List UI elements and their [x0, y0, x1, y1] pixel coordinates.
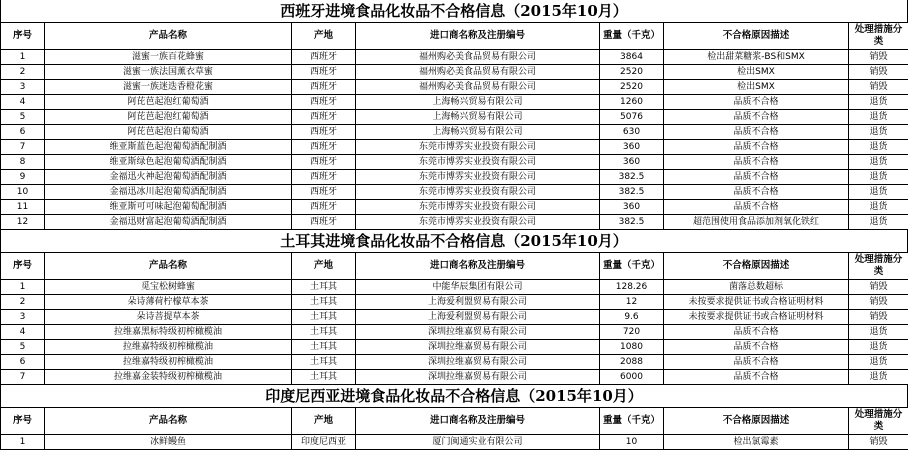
- header-origin: 产地: [292, 408, 356, 435]
- cell-weight: 3864: [600, 50, 664, 65]
- header-row: [1, 253, 908, 280]
- cell-reason: 品质不合格: [664, 110, 849, 125]
- table-row: [1, 325, 908, 340]
- cell-weight: 2088: [600, 355, 664, 370]
- table-row: [1, 170, 908, 185]
- cell-origin: 西班牙: [292, 95, 356, 110]
- cell-weight: 1260: [600, 95, 664, 110]
- cell-weight: 630: [600, 125, 664, 140]
- cell-importer: 福州购必美食品贸易有限公司: [356, 50, 600, 65]
- cell-seq: 2: [1, 295, 45, 310]
- cell-reason: 检出SMX: [664, 65, 849, 80]
- cell-action: 销毁: [849, 435, 908, 450]
- cell-weight: 360: [600, 200, 664, 215]
- cell-weight: 128.26: [600, 280, 664, 295]
- table-row: [1, 370, 908, 385]
- cell-reason: 未按要求提供证书或合格证明材料: [664, 310, 849, 325]
- cell-reason: 检出甜菜糖浆-BS和SMX: [664, 50, 849, 65]
- header-reason: 不合格原因描述: [664, 23, 849, 50]
- cell-reason: 品质不合格: [664, 340, 849, 355]
- cell-origin: 西班牙: [292, 110, 356, 125]
- table-row: [1, 80, 908, 95]
- cell-reason: 超范围使用食品添加剂氧化铁红: [664, 215, 849, 230]
- cell-seq: 1: [1, 280, 45, 295]
- header-seq: 序号: [1, 253, 45, 280]
- cell-seq: 10: [1, 185, 45, 200]
- header-importer: 进口商名称及注册编号: [356, 408, 600, 435]
- cell-origin: 西班牙: [292, 65, 356, 80]
- cell-product: 拉维嘉特级初榨橄榄油: [45, 340, 292, 355]
- cell-seq: 5: [1, 340, 45, 355]
- cell-importer: 东莞市博雰实业投资有限公司: [356, 155, 600, 170]
- cell-product: 觅宝松树蜂蜜: [45, 280, 292, 295]
- cell-weight: 382.5: [600, 185, 664, 200]
- cell-seq: 1: [1, 50, 45, 65]
- cell-weight: 9.6: [600, 310, 664, 325]
- cell-product: 朵诗薄荷柠檬草本茶: [45, 295, 292, 310]
- cell-origin: 西班牙: [292, 140, 356, 155]
- cell-reason: 品质不合格: [664, 140, 849, 155]
- cell-origin: 西班牙: [292, 155, 356, 170]
- cell-importer: 东莞市博雰实业投资有限公司: [356, 185, 600, 200]
- cell-reason: 品质不合格: [664, 185, 849, 200]
- cell-product: 拉维嘉特级初榨橄榄油: [45, 355, 292, 370]
- cell-seq: 4: [1, 325, 45, 340]
- cell-action: 退货: [849, 110, 908, 125]
- cell-seq: 12: [1, 215, 45, 230]
- cell-reason: 未按要求提供证书或合格证明材料: [664, 295, 849, 310]
- cell-action: 退货: [849, 140, 908, 155]
- header-weight: 重量（千克）: [600, 253, 664, 280]
- cell-reason: 品质不合格: [664, 95, 849, 110]
- cell-product: 金福迅火神起泡葡萄酒配制酒: [45, 170, 292, 185]
- cell-action: 退货: [849, 155, 908, 170]
- cell-origin: 土耳其: [292, 370, 356, 385]
- cell-action: 退货: [849, 125, 908, 140]
- table-row: [1, 50, 908, 65]
- cell-origin: 土耳其: [292, 280, 356, 295]
- header-importer: 进口商名称及注册编号: [356, 253, 600, 280]
- cell-origin: 土耳其: [292, 325, 356, 340]
- header-reason: 不合格原因描述: [664, 253, 849, 280]
- cell-weight: 12: [600, 295, 664, 310]
- cell-weight: 382.5: [600, 215, 664, 230]
- cell-action: 退货: [849, 200, 908, 215]
- cell-importer: 福州购必美食品贸易有限公司: [356, 65, 600, 80]
- cell-weight: 10: [600, 435, 664, 450]
- cell-product: 维亚斯可可味起泡葡萄配制酒: [45, 200, 292, 215]
- cell-importer: 中能华辰集团有限公司: [356, 280, 600, 295]
- cell-product: 阿芘芭起泡白葡萄酒: [45, 125, 292, 140]
- cell-action: 退货: [849, 325, 908, 340]
- section: [0, 385, 908, 450]
- section-title: 西班牙进境食品化妆品不合格信息（2015年10月）: [0, 0, 908, 22]
- data-table: [0, 22, 908, 230]
- data-table: [0, 252, 908, 385]
- cell-weight: 5076: [600, 110, 664, 125]
- cell-action: 退货: [849, 170, 908, 185]
- cell-product: 金福迅财富起泡葡萄酒配制酒: [45, 215, 292, 230]
- cell-action: 销毁: [849, 50, 908, 65]
- cell-importer: 深圳拉维嘉贸易有限公司: [356, 355, 600, 370]
- table-row: [1, 185, 908, 200]
- cell-origin: 土耳其: [292, 295, 356, 310]
- cell-importer: 厦门闽通实业有限公司: [356, 435, 600, 450]
- cell-action: 退货: [849, 215, 908, 230]
- cell-importer: 深圳拉维嘉贸易有限公司: [356, 325, 600, 340]
- cell-origin: 土耳其: [292, 355, 356, 370]
- table-row: [1, 310, 908, 325]
- header-action: 处理措施分类: [849, 408, 908, 435]
- cell-reason: 品质不合格: [664, 155, 849, 170]
- header-row: [1, 23, 908, 50]
- cell-importer: 东莞市博雰实业投资有限公司: [356, 140, 600, 155]
- cell-reason: 品质不合格: [664, 170, 849, 185]
- cell-weight: 1080: [600, 340, 664, 355]
- table-row: [1, 200, 908, 215]
- cell-seq: 7: [1, 140, 45, 155]
- table-row: [1, 280, 908, 295]
- table-row: [1, 110, 908, 125]
- table-row: [1, 140, 908, 155]
- cell-product: 滋蜜一族迷迭香橙花蜜: [45, 80, 292, 95]
- cell-action: 退货: [849, 340, 908, 355]
- cell-importer: 上海爱利盟贸易有限公司: [356, 295, 600, 310]
- cell-action: 销毁: [849, 310, 908, 325]
- header-product: 产品名称: [45, 23, 292, 50]
- cell-weight: 6000: [600, 370, 664, 385]
- cell-product: 朵诗菩提草本茶: [45, 310, 292, 325]
- section: [0, 230, 908, 385]
- cell-product: 阿芘芭起泡红葡萄酒: [45, 95, 292, 110]
- cell-origin: 西班牙: [292, 215, 356, 230]
- table-row: [1, 295, 908, 310]
- header-seq: 序号: [1, 23, 45, 50]
- cell-product: 阿芘芭起泡红葡萄酒: [45, 110, 292, 125]
- table-row: [1, 355, 908, 370]
- cell-action: 销毁: [849, 80, 908, 95]
- cell-weight: 2520: [600, 65, 664, 80]
- cell-seq: 8: [1, 155, 45, 170]
- header-product: 产品名称: [45, 253, 292, 280]
- cell-origin: 土耳其: [292, 340, 356, 355]
- table-row: [1, 65, 908, 80]
- cell-seq: 11: [1, 200, 45, 215]
- data-table: [0, 407, 908, 450]
- cell-seq: 3: [1, 80, 45, 95]
- table-row: [1, 155, 908, 170]
- cell-origin: 西班牙: [292, 50, 356, 65]
- cell-origin: 印度尼西亚: [292, 435, 356, 450]
- cell-origin: 土耳其: [292, 310, 356, 325]
- cell-seq: 7: [1, 370, 45, 385]
- table-row: [1, 125, 908, 140]
- cell-product: 滋蜜一族百花蜂蜜: [45, 50, 292, 65]
- header-action: 处理措施分类: [849, 253, 908, 280]
- cell-product: 拉维嘉黑标特级初榨橄榄油: [45, 325, 292, 340]
- cell-weight: 382.5: [600, 170, 664, 185]
- table-row: [1, 215, 908, 230]
- cell-origin: 西班牙: [292, 80, 356, 95]
- header-row: [1, 408, 908, 435]
- cell-importer: 深圳拉维嘉贸易有限公司: [356, 370, 600, 385]
- cell-product: 金福迅冰川起泡葡萄酒配制酒: [45, 185, 292, 200]
- cell-importer: 上海畅兴贸易有限公司: [356, 110, 600, 125]
- cell-seq: 1: [1, 435, 45, 450]
- cell-importer: 深圳拉维嘉贸易有限公司: [356, 340, 600, 355]
- cell-action: 销毁: [849, 280, 908, 295]
- cell-importer: 上海畅兴贸易有限公司: [356, 125, 600, 140]
- cell-weight: 360: [600, 140, 664, 155]
- cell-product: 维亚斯绿色起泡葡萄酒配制酒: [45, 155, 292, 170]
- cell-product: 维亚斯蓝色起泡葡萄酒配制酒: [45, 140, 292, 155]
- table-row: [1, 95, 908, 110]
- cell-reason: 品质不合格: [664, 125, 849, 140]
- cell-weight: 2520: [600, 80, 664, 95]
- cell-seq: 6: [1, 355, 45, 370]
- header-seq: 序号: [1, 408, 45, 435]
- cell-importer: 东莞市博雰实业投资有限公司: [356, 170, 600, 185]
- cell-seq: 3: [1, 310, 45, 325]
- cell-action: 销毁: [849, 295, 908, 310]
- section-title: 印度尼西亚进境食品化妆品不合格信息（2015年10月）: [0, 385, 908, 407]
- cell-reason: 品质不合格: [664, 355, 849, 370]
- cell-reason: 品质不合格: [664, 370, 849, 385]
- cell-weight: 360: [600, 155, 664, 170]
- cell-action: 退货: [849, 370, 908, 385]
- header-product: 产品名称: [45, 408, 292, 435]
- cell-product: 冰鲜鳗鱼: [45, 435, 292, 450]
- cell-reason: 菌落总数超标: [664, 280, 849, 295]
- cell-weight: 720: [600, 325, 664, 340]
- cell-importer: 福州购必美食品贸易有限公司: [356, 80, 600, 95]
- section-title: 土耳其进境食品化妆品不合格信息（2015年10月）: [0, 230, 908, 252]
- cell-origin: 西班牙: [292, 170, 356, 185]
- cell-product: 滋蜜一族法国薰衣草蜜: [45, 65, 292, 80]
- header-reason: 不合格原因描述: [664, 408, 849, 435]
- header-origin: 产地: [292, 253, 356, 280]
- cell-origin: 西班牙: [292, 125, 356, 140]
- cell-origin: 西班牙: [292, 185, 356, 200]
- header-weight: 重量（千克）: [600, 23, 664, 50]
- header-weight: 重量（千克）: [600, 408, 664, 435]
- header-importer: 进口商名称及注册编号: [356, 23, 600, 50]
- cell-action: 退货: [849, 95, 908, 110]
- header-action: 处理措施分类: [849, 23, 908, 50]
- cell-seq: 4: [1, 95, 45, 110]
- cell-action: 退货: [849, 355, 908, 370]
- header-origin: 产地: [292, 23, 356, 50]
- section: [0, 0, 908, 230]
- cell-seq: 9: [1, 170, 45, 185]
- cell-product: 拉维嘉金装特级初榨橄榄油: [45, 370, 292, 385]
- cell-seq: 5: [1, 110, 45, 125]
- cell-seq: 2: [1, 65, 45, 80]
- cell-reason: 品质不合格: [664, 325, 849, 340]
- cell-reason: 品质不合格: [664, 200, 849, 215]
- cell-action: 销毁: [849, 65, 908, 80]
- cell-reason: 检出氯霉素: [664, 435, 849, 450]
- cell-importer: 上海畅兴贸易有限公司: [356, 95, 600, 110]
- cell-origin: 西班牙: [292, 200, 356, 215]
- cell-importer: 上海爱利盟贸易有限公司: [356, 310, 600, 325]
- cell-importer: 东莞市博雰实业投资有限公司: [356, 215, 600, 230]
- cell-reason: 检出SMX: [664, 80, 849, 95]
- cell-seq: 6: [1, 125, 45, 140]
- cell-action: 退货: [849, 185, 908, 200]
- table-row: [1, 340, 908, 355]
- cell-importer: 东莞市博雰实业投资有限公司: [356, 200, 600, 215]
- table-row: [1, 435, 908, 450]
